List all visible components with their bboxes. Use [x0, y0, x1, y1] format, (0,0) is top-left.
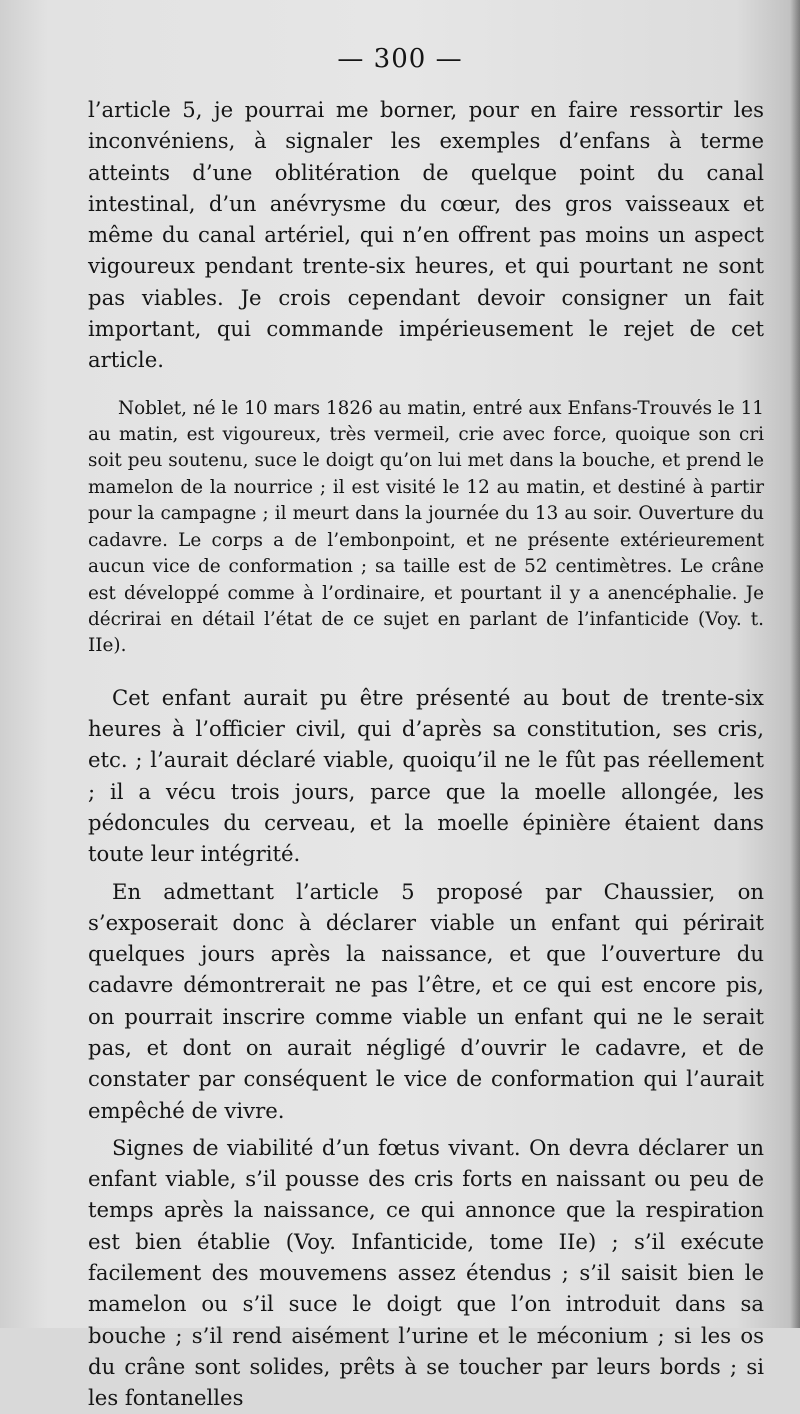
paragraph-5: Signes de viabilité d’un fœtus vivant. On devra déclarer un enfant viable, s’il pousse des cris forts en naissant ou peu de temps après la naissance, ce qui annonce que la respiration est bien établie (Voy. Infanticide, tome IIe) ; s’il exécute facilement des mouvemens assez étendus ; s’il saisit bien le mamelon ou s’il suce le doigt que l’on introduit dans sa bouche ; s’il rend aisément l’urine et le méconium ; si les os du crâne sont solides, prêts à se toucher par leurs bords ; si les fontanelles	[88, 1134, 764, 1411]
paragraph-1: l’article 5, je pourrai me borner, pour en faire ressortir les inconvéniens, à signaler les exemples d’enfans à terme atteints d’une oblitération de quelque point du canal intestinal, d’un anévrysme du cœur, des gros vaisseaux et même du canal artériel, qui n’en offrent pas moins un aspect vigoureux pendant trente-six heures, et qui pourtant ne sont pas viables. Je crois cependant devoir consigner un fait important, qui commande impérieusement le rejet de cet article.	[88, 97, 764, 373]
page-number: — 300 —	[337, 44, 463, 74]
page-content	[88, 94, 764, 1414]
paragraph-3: Cet enfant aurait pu être présenté au bout de trente-six heures à l’officier civil, qui d’après sa constitution, ses cris, etc. ; l’aurait déclaré viable, quoiqu’il ne le fût pas réellement ; il a vécu trois jours, parce que la moelle allongée, les pédoncules du cerveau, et la moelle épinière étaient dans toute leur intégrité.	[88, 684, 764, 867]
case-report-paragraph: Noblet, né le 10 mars 1826 au matin, entré aux Enfans-Trouvés le 11 au matin, est vigoureux, très vermeil, crie avec force, quoique son cri soit peu soutenu, suce le doigt qu’on lui met dans la bouche, et prend le mamelon de la nourrice ; il est visité le 12 au matin, et destiné à partir pour la campagne ; il meurt dans la journée du 13 au soir. Ouverture du cadavre. Le corps a de l’embonpoint, et ne présente extérieurement aucun vice de conformation ; sa taille est de 52 centimètres. Le crâne est développé comme à l’ordinaire, et pourtant il y a anencéphalie. Je décrirai en détail l’état de ce sujet en parlant de l’infanticide (Voy. t. IIe).	[88, 397, 764, 657]
paragraph-4: En admettant l’article 5 proposé par Chaussier, on s’exposerait donc à déclarer viable un enfant qui périrait quelques jours après la naissance, et que l’ouverture du cadavre démontrerait ne pas l’être, et ce qui est encore pis, on pourrait inscrire comme viable un enfant qui ne le serait pas, et dont on aurait négligé d’ouvrir le cadavre, et de constater par conséquent le vice de conformation qui l’aurait empêché de vivre.	[88, 878, 764, 1123]
page-edge-shadow	[790, 0, 800, 1328]
